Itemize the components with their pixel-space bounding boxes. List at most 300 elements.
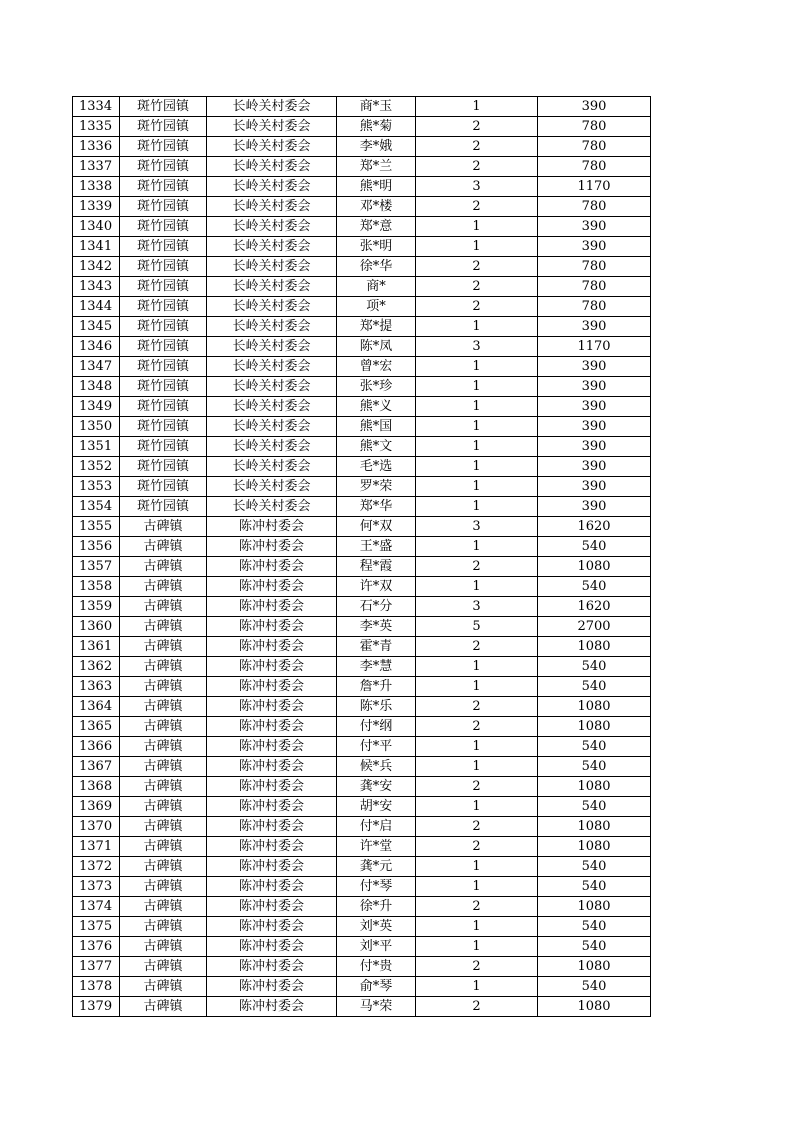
row-number-cell: 1374 (73, 897, 120, 917)
village-cell: 陈冲村委会 (207, 937, 337, 957)
name-cell: 刘*平 (337, 937, 416, 957)
village-cell: 陈冲村委会 (207, 957, 337, 977)
amount-cell: 1170 (538, 177, 651, 197)
name-cell: 龚*元 (337, 857, 416, 877)
town-cell: 斑竹园镇 (120, 397, 207, 417)
row-number-cell: 1338 (73, 177, 120, 197)
row-number-cell: 1340 (73, 217, 120, 237)
row-number-cell: 1370 (73, 817, 120, 837)
town-cell: 斑竹园镇 (120, 277, 207, 297)
name-cell: 付*启 (337, 817, 416, 837)
table-row (73, 357, 651, 377)
name-cell: 罗*荣 (337, 477, 416, 497)
name-cell: 熊*文 (337, 437, 416, 457)
count-cell: 1 (416, 457, 538, 477)
amount-cell: 1080 (538, 837, 651, 857)
row-number-cell: 1351 (73, 437, 120, 457)
village-cell: 长岭关村委会 (207, 217, 337, 237)
town-cell: 古碑镇 (120, 857, 207, 877)
document-page (72, 96, 651, 1017)
village-cell: 陈冲村委会 (207, 997, 337, 1017)
town-cell: 古碑镇 (120, 717, 207, 737)
name-cell: 商* (337, 277, 416, 297)
count-cell: 1 (416, 377, 538, 397)
row-number-cell: 1349 (73, 397, 120, 417)
village-cell: 陈冲村委会 (207, 697, 337, 717)
amount-cell: 780 (538, 297, 651, 317)
village-cell: 长岭关村委会 (207, 457, 337, 477)
row-number-cell: 1357 (73, 557, 120, 577)
name-cell: 许*堂 (337, 837, 416, 857)
count-cell: 1 (416, 677, 538, 697)
row-number-cell: 1379 (73, 997, 120, 1017)
amount-cell: 540 (538, 797, 651, 817)
village-cell: 长岭关村委会 (207, 197, 337, 217)
town-cell: 古碑镇 (120, 737, 207, 757)
table-row (73, 737, 651, 757)
row-number-cell: 1360 (73, 617, 120, 637)
village-cell: 陈冲村委会 (207, 577, 337, 597)
amount-cell: 1620 (538, 517, 651, 537)
name-cell: 郑*提 (337, 317, 416, 337)
name-cell: 胡*安 (337, 797, 416, 817)
table-row (73, 337, 651, 357)
town-cell: 斑竹园镇 (120, 377, 207, 397)
name-cell: 石*分 (337, 597, 416, 617)
town-cell: 斑竹园镇 (120, 157, 207, 177)
table-row (73, 437, 651, 457)
row-number-cell: 1348 (73, 377, 120, 397)
town-cell: 斑竹园镇 (120, 337, 207, 357)
count-cell: 2 (416, 837, 538, 857)
amount-cell: 780 (538, 117, 651, 137)
town-cell: 古碑镇 (120, 837, 207, 857)
amount-cell: 540 (538, 917, 651, 937)
table-row (73, 657, 651, 677)
village-cell: 陈冲村委会 (207, 757, 337, 777)
village-cell: 长岭关村委会 (207, 377, 337, 397)
amount-cell: 1080 (538, 897, 651, 917)
town-cell: 古碑镇 (120, 937, 207, 957)
table-row (73, 777, 651, 797)
amount-cell: 780 (538, 137, 651, 157)
town-cell: 斑竹园镇 (120, 357, 207, 377)
count-cell: 2 (416, 277, 538, 297)
amount-cell: 780 (538, 277, 651, 297)
name-cell: 张*明 (337, 237, 416, 257)
count-cell: 2 (416, 997, 538, 1017)
name-cell: 何*双 (337, 517, 416, 537)
name-cell: 刘*英 (337, 917, 416, 937)
amount-cell: 390 (538, 357, 651, 377)
row-number-cell: 1353 (73, 477, 120, 497)
name-cell: 张*珍 (337, 377, 416, 397)
village-cell: 陈冲村委会 (207, 897, 337, 917)
table-body (73, 97, 651, 1017)
town-cell: 古碑镇 (120, 617, 207, 637)
town-cell: 斑竹园镇 (120, 497, 207, 517)
village-cell: 陈冲村委会 (207, 917, 337, 937)
count-cell: 1 (416, 937, 538, 957)
amount-cell: 1170 (538, 337, 651, 357)
town-cell: 斑竹园镇 (120, 177, 207, 197)
table-row (73, 997, 651, 1017)
row-number-cell: 1366 (73, 737, 120, 757)
row-number-cell: 1359 (73, 597, 120, 617)
amount-cell: 1080 (538, 997, 651, 1017)
town-cell: 斑竹园镇 (120, 117, 207, 137)
row-number-cell: 1352 (73, 457, 120, 477)
count-cell: 2 (416, 557, 538, 577)
row-number-cell: 1354 (73, 497, 120, 517)
village-cell: 长岭关村委会 (207, 257, 337, 277)
name-cell: 熊*菊 (337, 117, 416, 137)
amount-cell: 540 (538, 937, 651, 957)
row-number-cell: 1334 (73, 97, 120, 117)
village-cell: 陈冲村委会 (207, 797, 337, 817)
table-row (73, 637, 651, 657)
village-cell: 陈冲村委会 (207, 557, 337, 577)
amount-cell: 390 (538, 497, 651, 517)
town-cell: 斑竹园镇 (120, 137, 207, 157)
row-number-cell: 1369 (73, 797, 120, 817)
row-number-cell: 1368 (73, 777, 120, 797)
name-cell: 马*荣 (337, 997, 416, 1017)
town-cell: 斑竹园镇 (120, 297, 207, 317)
count-cell: 2 (416, 197, 538, 217)
name-cell: 郑*兰 (337, 157, 416, 177)
table-row (73, 277, 651, 297)
row-number-cell: 1362 (73, 657, 120, 677)
count-cell: 3 (416, 177, 538, 197)
village-cell: 陈冲村委会 (207, 837, 337, 857)
count-cell: 2 (416, 957, 538, 977)
town-cell: 古碑镇 (120, 997, 207, 1017)
row-number-cell: 1343 (73, 277, 120, 297)
village-cell: 长岭关村委会 (207, 277, 337, 297)
town-cell: 古碑镇 (120, 677, 207, 697)
town-cell: 古碑镇 (120, 657, 207, 677)
count-cell: 3 (416, 517, 538, 537)
table-row (73, 757, 651, 777)
row-number-cell: 1347 (73, 357, 120, 377)
amount-cell: 540 (538, 737, 651, 757)
table-row (73, 837, 651, 857)
row-number-cell: 1335 (73, 117, 120, 137)
row-number-cell: 1377 (73, 957, 120, 977)
town-cell: 古碑镇 (120, 697, 207, 717)
town-cell: 古碑镇 (120, 797, 207, 817)
table-row (73, 557, 651, 577)
amount-cell: 1080 (538, 957, 651, 977)
amount-cell: 390 (538, 457, 651, 477)
village-cell: 长岭关村委会 (207, 177, 337, 197)
amount-cell: 1080 (538, 817, 651, 837)
name-cell: 熊*明 (337, 177, 416, 197)
amount-cell: 1080 (538, 777, 651, 797)
table-row (73, 177, 651, 197)
name-cell: 李*娥 (337, 137, 416, 157)
count-cell: 5 (416, 617, 538, 637)
village-cell: 陈冲村委会 (207, 977, 337, 997)
row-number-cell: 1365 (73, 717, 120, 737)
name-cell: 候*兵 (337, 757, 416, 777)
row-number-cell: 1355 (73, 517, 120, 537)
table-row (73, 797, 651, 817)
name-cell: 邓*楼 (337, 197, 416, 217)
row-number-cell: 1375 (73, 917, 120, 937)
table-row (73, 97, 651, 117)
table-row (73, 597, 651, 617)
town-cell: 古碑镇 (120, 897, 207, 917)
row-number-cell: 1361 (73, 637, 120, 657)
name-cell: 付*纲 (337, 717, 416, 737)
count-cell: 3 (416, 597, 538, 617)
village-cell: 陈冲村委会 (207, 617, 337, 637)
amount-cell: 390 (538, 397, 651, 417)
town-cell: 斑竹园镇 (120, 97, 207, 117)
count-cell: 3 (416, 337, 538, 357)
village-cell: 长岭关村委会 (207, 137, 337, 157)
row-number-cell: 1376 (73, 937, 120, 957)
row-number-cell: 1358 (73, 577, 120, 597)
amount-cell: 1080 (538, 557, 651, 577)
table-row (73, 517, 651, 537)
row-number-cell: 1345 (73, 317, 120, 337)
town-cell: 斑竹园镇 (120, 477, 207, 497)
count-cell: 1 (416, 877, 538, 897)
table-row (73, 617, 651, 637)
count-cell: 1 (416, 577, 538, 597)
name-cell: 李*英 (337, 617, 416, 637)
name-cell: 付*贵 (337, 957, 416, 977)
village-cell: 长岭关村委会 (207, 357, 337, 377)
name-cell: 程*霞 (337, 557, 416, 577)
village-cell: 长岭关村委会 (207, 117, 337, 137)
count-cell: 2 (416, 257, 538, 277)
town-cell: 古碑镇 (120, 757, 207, 777)
village-cell: 陈冲村委会 (207, 637, 337, 657)
row-number-cell: 1356 (73, 537, 120, 557)
amount-cell: 390 (538, 477, 651, 497)
village-cell: 陈冲村委会 (207, 597, 337, 617)
amount-cell: 390 (538, 417, 651, 437)
town-cell: 古碑镇 (120, 517, 207, 537)
row-number-cell: 1344 (73, 297, 120, 317)
name-cell: 毛*选 (337, 457, 416, 477)
table-row (73, 897, 651, 917)
village-cell: 陈冲村委会 (207, 817, 337, 837)
count-cell: 1 (416, 737, 538, 757)
row-number-cell: 1378 (73, 977, 120, 997)
count-cell: 1 (416, 357, 538, 377)
name-cell: 商*玉 (337, 97, 416, 117)
table-row (73, 497, 651, 517)
table-row (73, 877, 651, 897)
table-row (73, 917, 651, 937)
name-cell: 詹*升 (337, 677, 416, 697)
village-cell: 陈冲村委会 (207, 537, 337, 557)
row-number-cell: 1371 (73, 837, 120, 857)
amount-cell: 540 (538, 877, 651, 897)
count-cell: 1 (416, 917, 538, 937)
count-cell: 2 (416, 157, 538, 177)
table-row (73, 397, 651, 417)
town-cell: 古碑镇 (120, 877, 207, 897)
table-row (73, 937, 651, 957)
table-row (73, 317, 651, 337)
name-cell: 许*双 (337, 577, 416, 597)
amount-cell: 390 (538, 317, 651, 337)
table-row (73, 217, 651, 237)
amount-cell: 540 (538, 537, 651, 557)
amount-cell: 390 (538, 437, 651, 457)
name-cell: 熊*义 (337, 397, 416, 417)
row-number-cell: 1373 (73, 877, 120, 897)
count-cell: 1 (416, 217, 538, 237)
town-cell: 斑竹园镇 (120, 257, 207, 277)
amount-cell: 540 (538, 657, 651, 677)
count-cell: 1 (416, 97, 538, 117)
village-cell: 长岭关村委会 (207, 297, 337, 317)
name-cell: 付*平 (337, 737, 416, 757)
amount-cell: 780 (538, 157, 651, 177)
village-cell: 长岭关村委会 (207, 397, 337, 417)
table-row (73, 977, 651, 997)
name-cell: 王*盛 (337, 537, 416, 557)
village-cell: 长岭关村委会 (207, 437, 337, 457)
village-cell: 陈冲村委会 (207, 877, 337, 897)
count-cell: 2 (416, 297, 538, 317)
count-cell: 2 (416, 117, 538, 137)
town-cell: 古碑镇 (120, 817, 207, 837)
name-cell: 曾*宏 (337, 357, 416, 377)
town-cell: 斑竹园镇 (120, 217, 207, 237)
table-row (73, 957, 651, 977)
name-cell: 陈*凤 (337, 337, 416, 357)
count-cell: 1 (416, 397, 538, 417)
subsidy-table (72, 96, 651, 1017)
amount-cell: 780 (538, 257, 651, 277)
table-row (73, 257, 651, 277)
table-row (73, 117, 651, 137)
town-cell: 斑竹园镇 (120, 237, 207, 257)
village-cell: 陈冲村委会 (207, 737, 337, 757)
count-cell: 2 (416, 137, 538, 157)
town-cell: 古碑镇 (120, 957, 207, 977)
village-cell: 长岭关村委会 (207, 317, 337, 337)
village-cell: 长岭关村委会 (207, 477, 337, 497)
row-number-cell: 1339 (73, 197, 120, 217)
count-cell: 1 (416, 477, 538, 497)
town-cell: 斑竹园镇 (120, 197, 207, 217)
name-cell: 付*琴 (337, 877, 416, 897)
row-number-cell: 1363 (73, 677, 120, 697)
table-row (73, 197, 651, 217)
count-cell: 1 (416, 797, 538, 817)
row-number-cell: 1364 (73, 697, 120, 717)
count-cell: 2 (416, 717, 538, 737)
town-cell: 古碑镇 (120, 977, 207, 997)
village-cell: 陈冲村委会 (207, 857, 337, 877)
table-row (73, 477, 651, 497)
village-cell: 陈冲村委会 (207, 777, 337, 797)
village-cell: 陈冲村委会 (207, 677, 337, 697)
amount-cell: 1620 (538, 597, 651, 617)
name-cell: 徐*华 (337, 257, 416, 277)
row-number-cell: 1350 (73, 417, 120, 437)
amount-cell: 390 (538, 377, 651, 397)
town-cell: 古碑镇 (120, 577, 207, 597)
town-cell: 古碑镇 (120, 557, 207, 577)
row-number-cell: 1341 (73, 237, 120, 257)
village-cell: 长岭关村委会 (207, 417, 337, 437)
village-cell: 长岭关村委会 (207, 237, 337, 257)
table-row (73, 857, 651, 877)
amount-cell: 540 (538, 857, 651, 877)
village-cell: 陈冲村委会 (207, 517, 337, 537)
name-cell: 郑*意 (337, 217, 416, 237)
town-cell: 斑竹园镇 (120, 457, 207, 477)
amount-cell: 1080 (538, 717, 651, 737)
town-cell: 古碑镇 (120, 597, 207, 617)
count-cell: 1 (416, 497, 538, 517)
town-cell: 古碑镇 (120, 637, 207, 657)
table-row (73, 457, 651, 477)
table-row (73, 417, 651, 437)
count-cell: 2 (416, 697, 538, 717)
name-cell: 陈*乐 (337, 697, 416, 717)
count-cell: 1 (416, 977, 538, 997)
row-number-cell: 1337 (73, 157, 120, 177)
name-cell: 俞*琴 (337, 977, 416, 997)
town-cell: 古碑镇 (120, 537, 207, 557)
count-cell: 1 (416, 857, 538, 877)
table-row (73, 297, 651, 317)
village-cell: 陈冲村委会 (207, 717, 337, 737)
village-cell: 陈冲村委会 (207, 657, 337, 677)
count-cell: 1 (416, 417, 538, 437)
count-cell: 1 (416, 437, 538, 457)
count-cell: 2 (416, 637, 538, 657)
count-cell: 1 (416, 757, 538, 777)
table-row (73, 377, 651, 397)
name-cell: 李*慧 (337, 657, 416, 677)
amount-cell: 390 (538, 97, 651, 117)
row-number-cell: 1372 (73, 857, 120, 877)
row-number-cell: 1336 (73, 137, 120, 157)
table-row (73, 677, 651, 697)
name-cell: 郑*华 (337, 497, 416, 517)
village-cell: 长岭关村委会 (207, 97, 337, 117)
amount-cell: 1080 (538, 637, 651, 657)
name-cell: 熊*国 (337, 417, 416, 437)
amount-cell: 2700 (538, 617, 651, 637)
count-cell: 1 (416, 537, 538, 557)
table-row (73, 817, 651, 837)
amount-cell: 390 (538, 237, 651, 257)
table-row (73, 137, 651, 157)
town-cell: 古碑镇 (120, 777, 207, 797)
row-number-cell: 1346 (73, 337, 120, 357)
amount-cell: 780 (538, 197, 651, 217)
count-cell: 2 (416, 817, 538, 837)
table-row (73, 717, 651, 737)
count-cell: 2 (416, 897, 538, 917)
town-cell: 斑竹园镇 (120, 317, 207, 337)
table-row (73, 697, 651, 717)
town-cell: 斑竹园镇 (120, 437, 207, 457)
